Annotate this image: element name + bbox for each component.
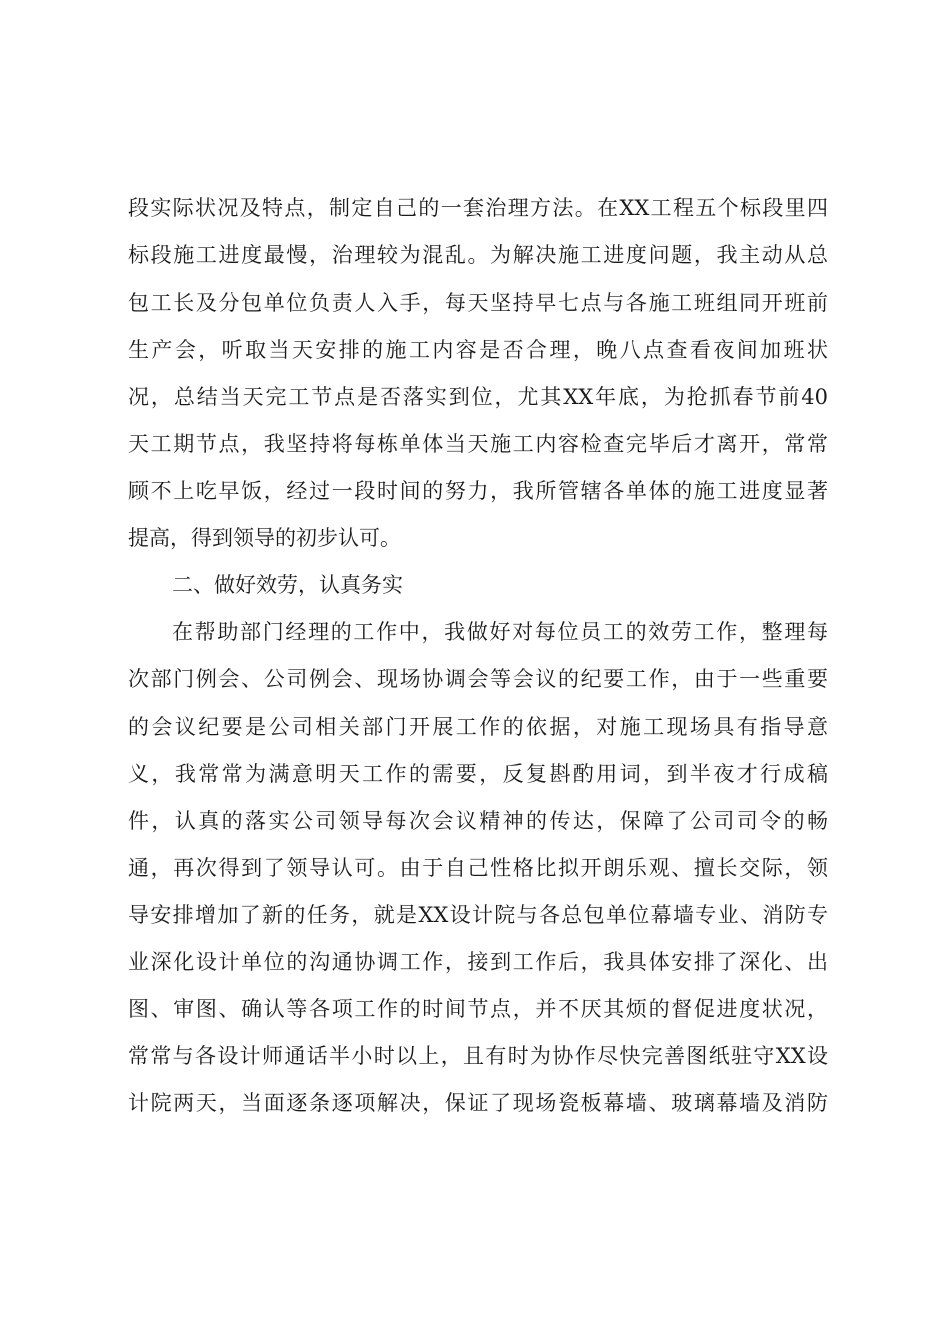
paragraph-line: 通，再次得到了领导认可。由于自己性格比拟开朗乐观、擅长交际，领: [128, 856, 828, 880]
paragraph-line: 天工期节点，我坚持将每栋单体当天施工内容检查完毕后才离开，常常: [128, 432, 828, 456]
paragraph-line: 件，认真的落实公司领导每次会议精神的传达，保障了公司司令的畅: [128, 809, 828, 833]
paragraph-line: 在帮助部门经理的工作中，我做好对每位员工的效劳工作，整理每: [172, 620, 828, 644]
paragraph-line: 段实际状况及特点，制定自己的一套治理方法。在XX工程五个标段里四: [128, 196, 828, 220]
paragraph-line: 包工长及分包单位负责人入手，每天坚持早七点与各施工班组同开班前: [128, 291, 828, 315]
paragraph-line: 次部门例会、公司例会、现场协调会等会议的纪要工作，由于一些重要: [128, 667, 828, 691]
paragraph-line: 况，总结当天完工节点是否落实到位，尤其XX年底，为抢抓春节前40: [128, 385, 828, 409]
paragraph-line: 顾不上吃早饭，经过一段时间的努力，我所管辖各单体的施工进度显著: [128, 479, 828, 503]
paragraph-line: 导安排增加了新的任务，就是XX设计院与各总包单位幕墙专业、消防专: [128, 903, 828, 927]
paragraph-line: 义，我常常为满意明天工作的需要，反复斟酌用词，到半夜才行成稿: [128, 762, 828, 786]
paragraph-line: 标段施工进度最慢，治理较为混乱。为解决施工进度问题，我主动从总: [128, 243, 828, 267]
paragraph-line: 提高，得到领导的初步认可。: [128, 526, 401, 550]
paragraph-line: 计院两天，当面逐条逐项解决，保证了现场瓷板幕墙、玻璃幕墙及消防: [128, 1091, 828, 1115]
paragraph-line: 的会议纪要是公司相关部门开展工作的依据，对施工现场具有指导意: [128, 715, 828, 739]
paragraph-line: 图、审图、确认等各项工作的时间节点，并不厌其烦的督促进度状况，: [128, 997, 828, 1021]
paragraph-line: 常常与各设计师通话半小时以上，且有时为协作尽快完善图纸驻守XX设: [128, 1044, 828, 1068]
paragraph-line: 业深化设计单位的沟通协调工作，接到工作后，我具体安排了深化、出: [128, 950, 828, 974]
paragraph-line: 生产会，听取当天安排的施工内容是否合理，晚八点查看夜间加班状: [128, 338, 828, 362]
section-heading: 二、做好效劳，认真务实: [172, 573, 403, 597]
